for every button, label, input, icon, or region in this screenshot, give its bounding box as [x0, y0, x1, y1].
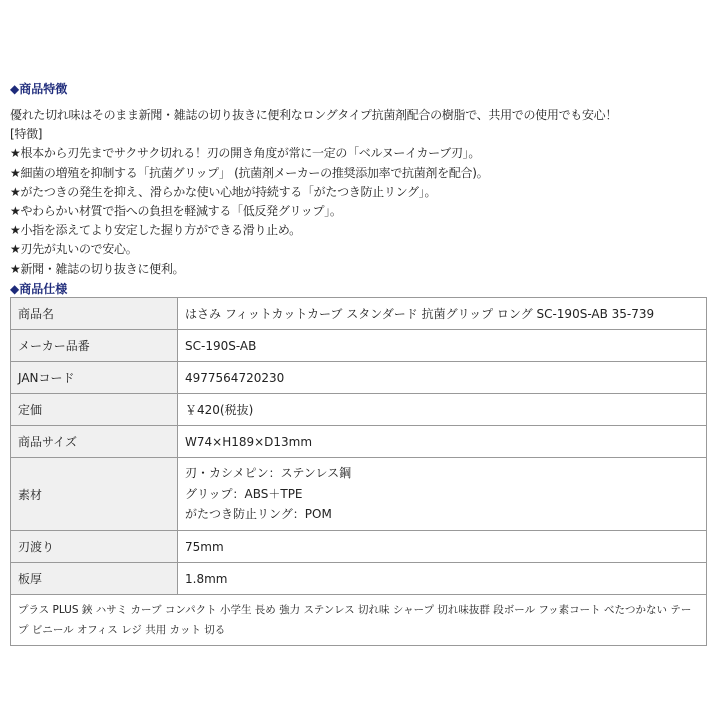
table-row	[11, 426, 707, 458]
spec-label: 定価	[11, 394, 178, 426]
spec-label: 刃渡り	[11, 531, 178, 563]
table-row	[11, 531, 707, 563]
spec-label: 素材	[11, 458, 178, 531]
specs-heading: ◆商品仕様	[10, 282, 68, 296]
spec-value: 1.8mm	[178, 563, 707, 595]
feature-line: ★小指を添えてより安定した握り方ができる滑り止め。	[10, 223, 301, 238]
material-line: 刃・カシメピン：ステンレス鋼	[185, 466, 352, 481]
feature-line: ★刃先が丸いので安心。	[10, 242, 138, 257]
feature-line: ★やわらかい材質で指への負担を軽減する「低反発グリップ」。	[10, 204, 342, 219]
keywords-cell: プラス PLUS 鋏 ハサミ カーブ コンパクト 小学生 長め 強力 ステンレス 切れ味 シャープ 切れ味抜群 段ボール フッ素コート べたつかない テープ ビニール オフィス レジ 共用 カット 切る	[11, 595, 707, 646]
material-line: がたつき防止リング：POM	[185, 507, 332, 522]
spec-value: 75mm	[178, 531, 707, 563]
spec-value: W74×H189×D13mm	[178, 426, 707, 458]
features-list	[10, 106, 617, 279]
feature-line: 優れた切れ味はそのまま新聞・雑誌の切り抜きに便利なロングタイプ抗菌剤配合の樹脂で、共用での使用でも安心！	[10, 108, 618, 122]
specs-table	[10, 297, 707, 646]
feature-line: ★新聞・雑誌の切り抜きに便利。	[10, 261, 185, 276]
spec-label: 板厚	[11, 563, 178, 595]
spec-label: メーカー品番	[11, 330, 178, 362]
feature-line: ★細菌の増殖を抑制する「抗菌グリップ」 (抗菌剤メーカーの推奨添加率で抗菌剤を配合)。	[10, 165, 489, 180]
feature-line: ★がたつきの発生を抑え、滑らかな使い心地が持続する「がたつき防止リング」。	[10, 184, 437, 199]
table-row	[11, 458, 707, 531]
spec-value: はさみ フィットカットカーブ スタンダード 抗菌グリップ ロング SC-190S-AB 35-739	[178, 298, 707, 330]
spec-label: 商品サイズ	[11, 426, 178, 458]
spec-value: ￥420(税抜)	[178, 394, 707, 426]
spec-value: 4977564720230	[178, 362, 707, 394]
table-row	[11, 362, 707, 394]
features-heading: ◆商品特徴	[10, 82, 68, 96]
feature-line: [特徴]	[10, 127, 43, 142]
spec-label: JANコード	[11, 362, 178, 394]
feature-line: ★根本から刃先までサクサク切れる！刃の開き角度が常に一定の「ベルヌーイカーブ刃」。	[10, 146, 481, 161]
material-line: グリップ：ABS＋TPE	[185, 486, 303, 501]
spec-value	[178, 458, 707, 531]
table-row	[11, 394, 707, 426]
spec-value: SC-190S-AB	[178, 330, 707, 362]
table-row	[11, 298, 707, 330]
table-row	[11, 563, 707, 595]
spec-label: 商品名	[11, 298, 178, 330]
table-row	[11, 330, 707, 362]
table-row	[11, 595, 707, 646]
